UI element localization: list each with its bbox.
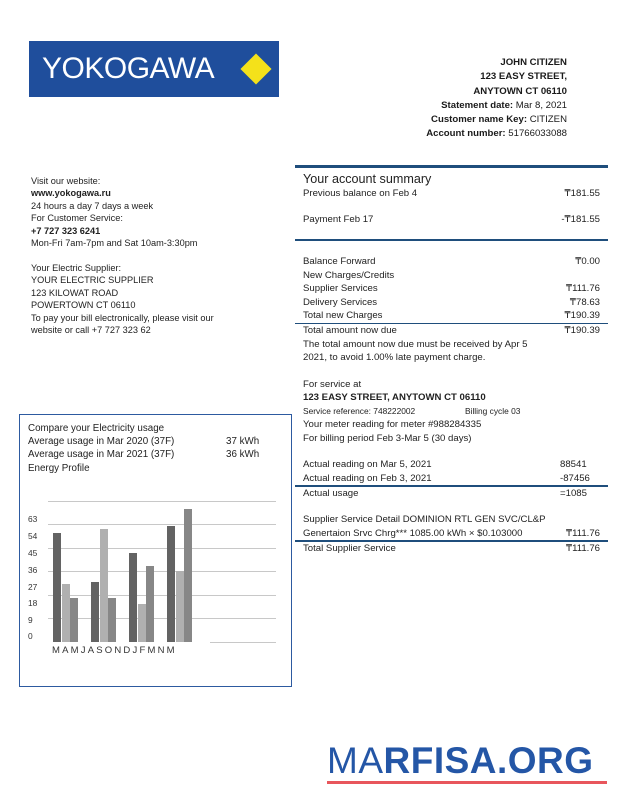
contact-info bbox=[31, 175, 197, 249]
x-axis-labels: MAMJASONDJFMNM bbox=[52, 645, 177, 656]
watermark-text bbox=[327, 740, 594, 782]
account-number-label: Account number: bbox=[426, 128, 506, 140]
service-hours: Mon-Fri 7am-7pm and Sat 10am-3:30pm bbox=[31, 238, 198, 249]
y-tick: 0 bbox=[28, 631, 33, 641]
reading-prev-row bbox=[295, 472, 608, 486]
summary-title: Your account summary bbox=[303, 171, 432, 186]
y-tick: 27 bbox=[28, 582, 38, 592]
service-address: 123 EASY STREET, ANYTOWN CT 06110 bbox=[303, 392, 486, 403]
reading-current-row bbox=[295, 458, 608, 472]
actual-usage-row bbox=[295, 487, 608, 501]
delivery-services-row bbox=[295, 296, 608, 310]
total-due-row bbox=[295, 324, 608, 338]
meter-reading: Your meter reading for meter #988284335 bbox=[303, 419, 482, 430]
y-tick: 63 bbox=[28, 514, 38, 524]
detail-line2: Genertaion Srvc Chrg*** 1085.00 kWh × $0.103000 bbox=[303, 527, 523, 539]
energy-profile-chart bbox=[20, 415, 293, 688]
y-tick: 45 bbox=[28, 548, 38, 558]
service-label: For Customer Service: bbox=[31, 213, 123, 224]
y-tick: 18 bbox=[28, 598, 38, 608]
y-tick: 54 bbox=[28, 531, 38, 541]
gridline bbox=[48, 501, 276, 502]
avg-2021-label: Average usage in Mar 2021 (37F) bbox=[28, 449, 175, 461]
total-due-label: Total amount now due bbox=[303, 325, 397, 336]
new-charges-label: New Charges/Credits bbox=[303, 269, 395, 281]
delivery-services-label: Delivery Services bbox=[303, 296, 378, 308]
supplier-street: 123 KILOWAT ROAD bbox=[31, 287, 119, 298]
chart-bar bbox=[167, 526, 175, 642]
logo-text: YOKOGAWA bbox=[42, 52, 215, 85]
chart-bar bbox=[53, 533, 61, 642]
gridline bbox=[48, 524, 276, 525]
previous-balance-row bbox=[295, 187, 608, 201]
billing-cycle: Billing cycle 03 bbox=[465, 405, 521, 416]
supplier-name: YOUR ELECTRIC SUPPLIER bbox=[31, 275, 154, 286]
watermark-light: MA bbox=[327, 740, 384, 781]
chart-bar bbox=[184, 509, 192, 642]
service-reference: Service reference: 748222002 bbox=[303, 405, 416, 416]
total-supplier-label: Total Supplier Service bbox=[303, 542, 396, 554]
due-note-line1: The total amount now due must be received by Apr 5 bbox=[303, 338, 528, 350]
chart-bar bbox=[176, 571, 184, 642]
customer-address-block bbox=[426, 56, 567, 142]
customer-key-label: Customer name Key: bbox=[431, 114, 528, 126]
supplier-city: POWERTOWN CT 06110 bbox=[31, 300, 136, 311]
chart-bar bbox=[146, 566, 154, 642]
statement-date: Mar 8, 2021 bbox=[515, 99, 567, 111]
detail-line2-row bbox=[295, 527, 608, 541]
website-link[interactable]: www.yokogawa.ru bbox=[31, 188, 111, 199]
chart-bar bbox=[70, 598, 78, 642]
supplier-services-label: Supplier Services bbox=[303, 283, 378, 294]
phone-number: +7 727 323 6241 bbox=[31, 225, 101, 236]
usage-comparison-box bbox=[19, 414, 292, 687]
previous-balance-value: ₸181.55 bbox=[564, 187, 600, 199]
reading-prev-value: -87456 bbox=[560, 472, 590, 484]
reading-current-label: Actual reading on Mar 5, 2021 bbox=[303, 459, 432, 470]
y-tick: 36 bbox=[28, 565, 38, 575]
total-due-value: ₸190.39 bbox=[564, 325, 600, 336]
y-tick: 9 bbox=[28, 615, 33, 625]
address-line1: 123 EASY STREET, bbox=[480, 71, 567, 83]
balance-forward-row bbox=[295, 255, 608, 269]
address-line2: ANYTOWN CT 06110 bbox=[473, 85, 567, 97]
chart-bar bbox=[62, 584, 70, 642]
reading-current-value: 88541 bbox=[560, 459, 587, 470]
balance-forward-label: Balance Forward bbox=[303, 256, 376, 267]
avg-2021-value: 36 kWh bbox=[226, 449, 260, 461]
pay-line1: To pay your bill electronically, please visit our bbox=[31, 312, 214, 323]
account-number: 51766033088 bbox=[508, 128, 567, 140]
due-note-line2: 2021, to avoid 1.00% late payment charge. bbox=[303, 352, 486, 363]
total-new-value: ₸190.39 bbox=[564, 310, 600, 321]
balance-forward-value: ₸0.00 bbox=[575, 256, 600, 267]
supplier-info bbox=[31, 262, 214, 336]
usage-title: Compare your Electricity usage bbox=[28, 423, 165, 434]
delivery-services-value: ₸78.63 bbox=[569, 296, 600, 308]
detail-amount: ₸111.76 bbox=[565, 527, 600, 539]
avg-2020-value: 37 kWh bbox=[226, 436, 260, 448]
diamond-icon bbox=[240, 53, 271, 84]
total-new-charges-row bbox=[295, 309, 608, 323]
total-supplier-value: ₸111.76 bbox=[565, 542, 600, 554]
detail-line1: Supplier Service Detail DOMINION RTL GEN SVC/CL&P bbox=[303, 514, 546, 525]
customer-name: JOHN CITIZEN bbox=[500, 57, 567, 68]
payment-row bbox=[295, 213, 608, 227]
avg-2020-label: Average usage in Mar 2020 (37F) bbox=[28, 436, 175, 448]
availability: 24 hours a day 7 days a week bbox=[31, 200, 154, 211]
billing-period: For billing period Feb 3-Mar 5 (30 days) bbox=[303, 432, 472, 444]
pay-line2: website or call +7 727 323 62 bbox=[31, 325, 151, 336]
usage-value: =1085 bbox=[560, 487, 587, 499]
chart-bar bbox=[129, 553, 137, 642]
watermark-bold: RFISA.ORG bbox=[383, 740, 594, 781]
chart-bar bbox=[108, 598, 116, 642]
chart-bar bbox=[100, 529, 108, 642]
for-service-label: For service at bbox=[303, 378, 362, 390]
watermark-underline bbox=[327, 781, 607, 784]
chart-bar bbox=[91, 582, 99, 642]
account-summary bbox=[295, 165, 608, 555]
gridline bbox=[48, 618, 276, 619]
gridline bbox=[48, 571, 276, 572]
supplier-services-value: ₸111.76 bbox=[565, 283, 600, 294]
gridline bbox=[48, 548, 276, 549]
customer-key: CITIZEN bbox=[529, 114, 567, 126]
supplier-services-row bbox=[295, 282, 608, 296]
payment-label: Payment Feb 17 bbox=[303, 214, 374, 225]
usage-label: Actual usage bbox=[303, 487, 359, 499]
total-supplier-row bbox=[295, 542, 608, 556]
supplier-label: Your Electric Supplier: bbox=[31, 263, 122, 273]
energy-profile-label: Energy Profile bbox=[28, 462, 90, 474]
chart-bar bbox=[138, 604, 146, 642]
statement-date-label: Statement date: bbox=[441, 99, 514, 111]
visit-label: Visit our website: bbox=[31, 176, 101, 186]
gridline bbox=[48, 595, 276, 596]
previous-balance-label: Previous balance on Feb 4 bbox=[303, 187, 418, 199]
reading-prev-label: Actual reading on Feb 3, 2021 bbox=[303, 472, 432, 484]
payment-value: -₸181.55 bbox=[561, 214, 600, 225]
total-new-label: Total new Charges bbox=[303, 310, 383, 321]
gridline bbox=[210, 642, 276, 643]
service-reference-row bbox=[295, 405, 608, 419]
company-logo bbox=[29, 41, 279, 97]
